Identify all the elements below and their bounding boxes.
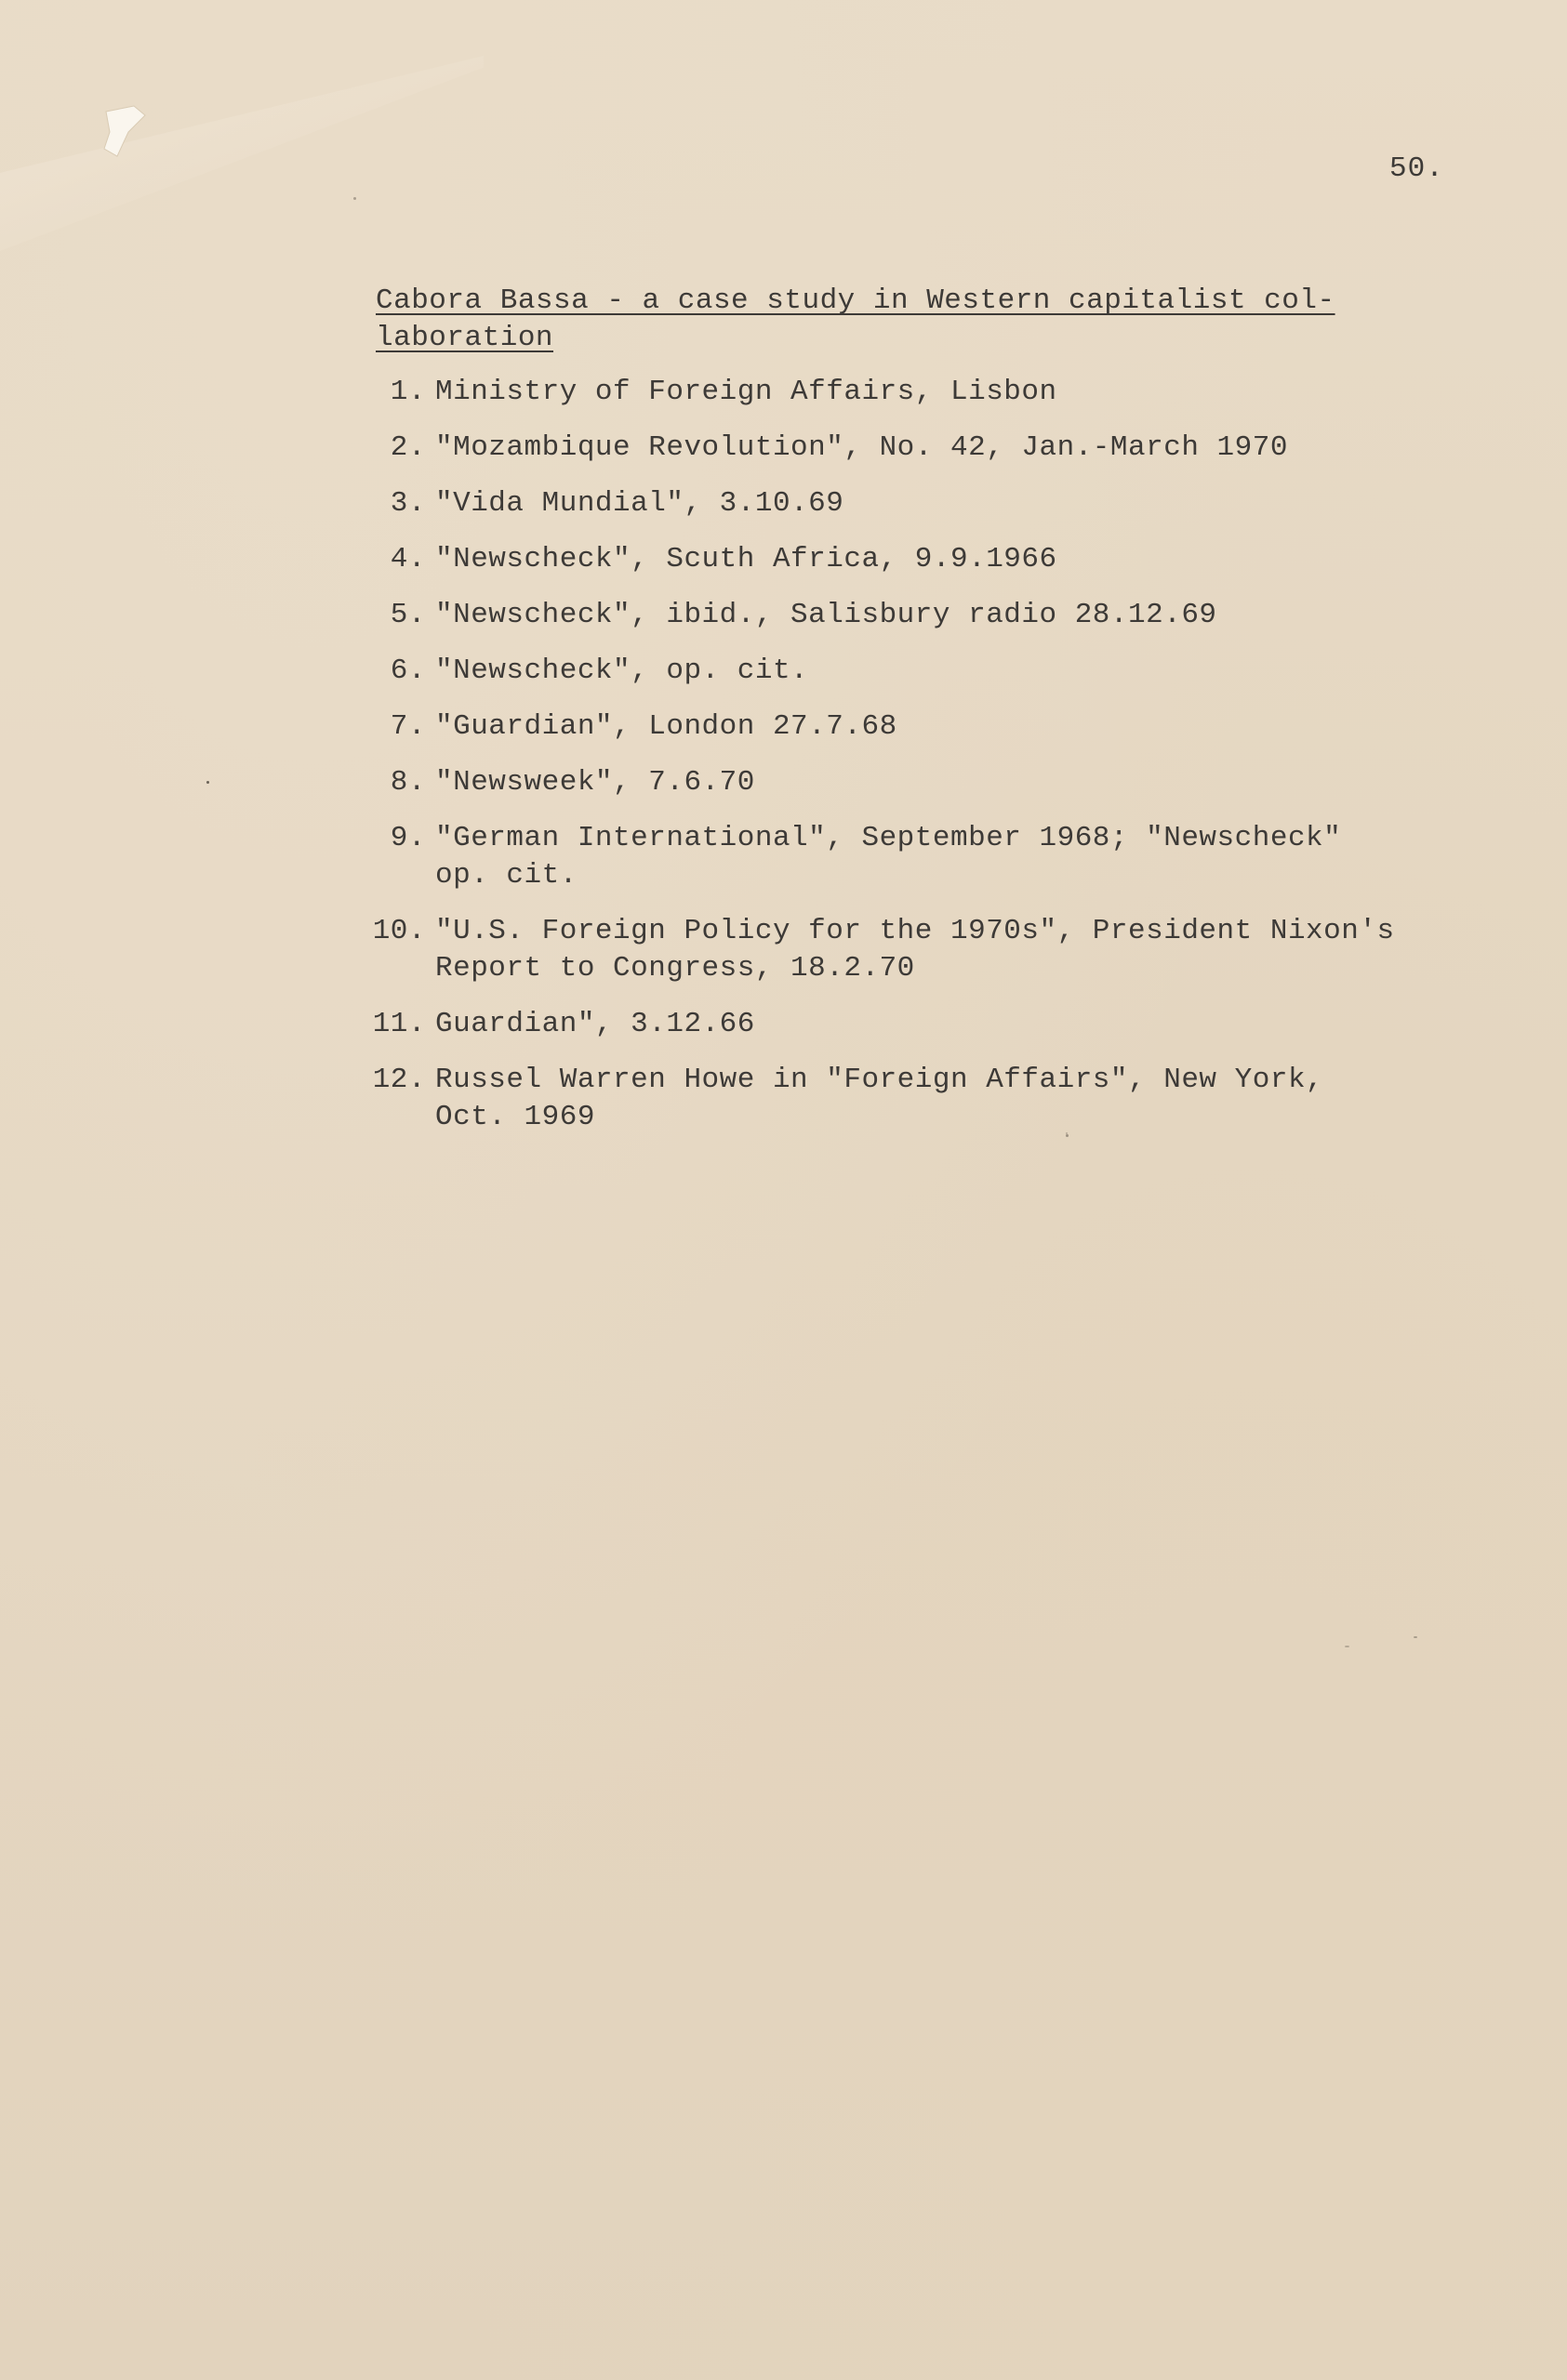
page-number: 50. [1389,152,1444,185]
paper-speck [1345,1646,1349,1647]
note-text: "Newscheck", ibid., Salisbury radio 28.12.69 [435,599,1217,631]
note-item [353,597,1516,634]
note-item [353,653,1516,690]
note-item [353,1062,1516,1136]
heading-line-2: laboration [376,322,554,354]
paper-speck [206,781,209,784]
note-text-continuation: op. cit. [435,859,578,892]
note-item [353,485,1516,522]
section-heading [376,283,1445,357]
note-text: "Vida Mundial", 3.10.69 [435,487,844,520]
note-text: "Guardian", London 27.7.68 [435,710,897,743]
note-number: 4. [390,543,426,575]
note-item [353,541,1516,578]
note-item [353,430,1516,467]
torn-corner-mark [97,104,151,164]
note-text: Guardian", 3.12.66 [435,1008,755,1040]
note-text-continuation: Report to Congress, 18.2.70 [435,952,915,985]
paper-fold-crease [0,56,484,251]
note-number: 11. [372,1008,426,1040]
reference-notes-list [353,374,1516,1155]
paper-speck [353,197,356,200]
note-item [353,913,1516,987]
note-item [353,764,1516,801]
note-number: 10. [372,915,426,947]
note-text: "Newscheck", Scuth Africa, 9.9.1966 [435,543,1057,575]
note-number: 3. [390,487,426,520]
note-item [353,820,1516,894]
note-number: 7. [390,710,426,743]
note-number: 8. [390,766,426,799]
note-number: 12. [372,1064,426,1096]
note-text: Ministry of Foreign Affairs, Lisbon [435,376,1057,408]
note-item [353,708,1516,746]
note-item [353,1006,1516,1043]
note-number: 6. [390,654,426,687]
heading-line-1: Cabora Bassa - a case study in Western capitalist col- [376,284,1335,317]
note-text: "Newscheck", op. cit. [435,654,809,687]
note-text-continuation: Oct. 1969 [435,1101,595,1133]
note-text: "Mozambique Revolution", No. 42, Jan.-March 1970 [435,431,1288,464]
note-number: 2. [390,431,426,464]
note-number: 9. [390,822,426,854]
paper-speck [1414,1636,1417,1638]
note-item [353,374,1516,411]
note-text: Russel Warren Howe in "Foreign Affairs", New York, [435,1064,1324,1096]
note-text: "Newsweek", 7.6.70 [435,766,755,799]
note-number: 5. [390,599,426,631]
note-number: 1. [390,376,426,408]
note-text: "German International", September 1968; "Newscheck" [435,822,1342,854]
note-text: "U.S. Foreign Policy for the 1970s", President Nixon's [435,915,1395,947]
